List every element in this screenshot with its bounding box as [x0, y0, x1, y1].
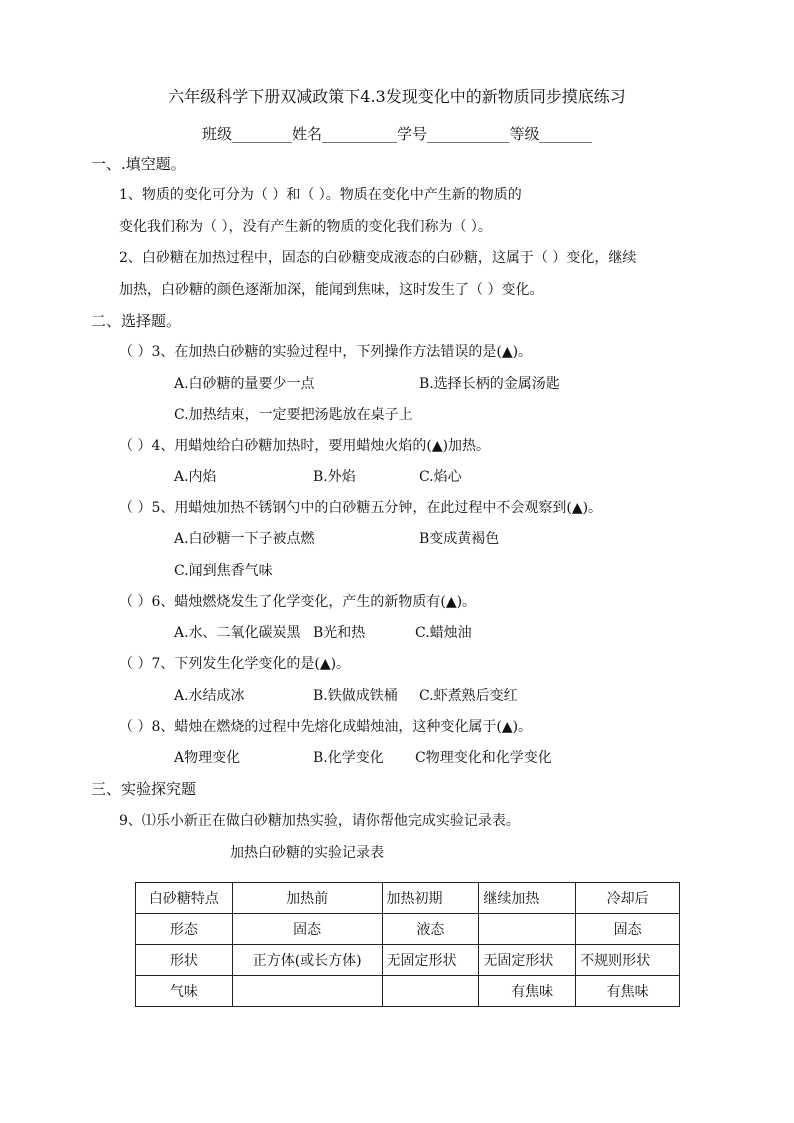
question-3-option-c: C.加热结束，一定要把汤匙放在桌子上 [174, 407, 413, 423]
question-3-option-a: A.白砂糖的量要少一点 [174, 376, 315, 392]
question-8: （ ）8、蜡烛在燃烧的过程中先熔化成蜡烛油，这种变化属于(▲)。 [119, 719, 533, 735]
question-3-option-b: B.选择长柄的金属汤匙 [419, 376, 560, 392]
question-8-option-c: C物理变化和化学变化 [415, 750, 552, 766]
table-cell [232, 976, 382, 1007]
question-5-option-a: A.白砂糖一下子被点燃 [174, 531, 315, 547]
question-3: （ ）3、在加热白砂糖的实验过程中，下列操作方法错误的是(▲)。 [119, 344, 533, 360]
table-header-row [136, 883, 680, 914]
table-cell: 有焦味 [576, 976, 680, 1007]
table-caption: 加热白砂糖的实验记录表 [230, 845, 384, 861]
question-5-option-b: B变成黄褐色 [419, 531, 500, 547]
table-cell [479, 914, 576, 945]
table-cell: 液态 [382, 914, 479, 945]
question-6-option-c: C.蜡烛油 [415, 625, 472, 641]
question-8-option-b: B.化学变化 [313, 750, 384, 766]
table-cell: 形态 [136, 914, 233, 945]
question-4-option-a: A.内焰 [174, 469, 217, 485]
question-6: （ ）6、蜡烛燃烧发生了化学变化，产生的新物质有(▲)。 [119, 594, 477, 610]
table-header-cell: 继续加热 [479, 883, 576, 914]
student-info-line: 班级________姓名__________学号___________等级_______ [201, 125, 592, 143]
question-7: （ ）7、下列发生化学变化的是(▲)。 [119, 656, 351, 672]
page-title: 六年级科学下册双减政策下4.3发现变化中的新物质同步摸底练习 [168, 87, 626, 106]
question-5-option-c: C.闻到焦香气味 [174, 563, 273, 579]
question-5: （ ）5、用蜡烛加热不锈钢勺中的白砂糖五分钟，在此过程中不会观察到(▲)。 [119, 500, 603, 516]
question-8-option-a: A物理变化 [174, 750, 241, 766]
table-cell: 形状 [136, 945, 233, 976]
table-header-cell: 加热前 [232, 883, 382, 914]
table-cell: 无固定形状 [479, 945, 576, 976]
table-cell: 固态 [232, 914, 382, 945]
table-header-cell: 加热初期 [382, 883, 479, 914]
question-9: 9、⑴乐小新正在做白砂糖加热实验，请你帮他完成实验记录表。 [119, 813, 520, 829]
question-4-option-c: C.焰心 [419, 469, 462, 485]
table-header-cell: 白砂糖特点 [136, 883, 233, 914]
table-row [136, 976, 680, 1007]
question-6-option-a: A.水、二氧化碳炭黑 [174, 625, 301, 641]
question-6-option-b: B光和热 [313, 625, 366, 641]
table-cell: 正方体(或长方体) [232, 945, 382, 976]
question-2-line-2: 加热，白砂糖的颜色逐渐加深，能闻到焦味，这时发生了（ ）变化。 [119, 282, 544, 298]
question-7-option-b: B.铁做成铁桶 [313, 688, 398, 704]
table-row [136, 945, 680, 976]
question-1-line-2: 变化我们称为（ ），没有产生新的物质的变化我们称为（ ）。 [119, 219, 492, 235]
table-cell: 有焦味 [479, 976, 576, 1007]
table-cell: 无固定形状 [382, 945, 479, 976]
section-heading-experiment: 三、实验探究题 [91, 780, 197, 798]
question-4: （ ）4、用蜡烛给白砂糖加热时，要用蜡烛火焰的(▲)加热。 [119, 438, 491, 454]
table-cell: 气味 [136, 976, 233, 1007]
question-1-line-1: 1、物质的变化可分为（ ）和（ ）。物质在变化中产生新的物质的 [119, 187, 522, 203]
table-cell [382, 976, 479, 1007]
table-row [136, 914, 680, 945]
question-7-option-c: C.虾煮熟后变红 [419, 688, 518, 704]
question-4-option-b: B.外焰 [313, 469, 356, 485]
question-7-option-a: A.水结成冰 [174, 688, 245, 704]
table-cell: 固态 [576, 914, 680, 945]
section-heading-choice: 二、选择题。 [91, 312, 182, 330]
section-heading-fill-blank: 一、.填空题。 [91, 155, 186, 173]
table-cell: 不规则形状 [576, 945, 680, 976]
table-header-cell: 冷却后 [576, 883, 680, 914]
experiment-record-table [135, 882, 680, 1007]
question-2-line-1: 2、白砂糖在加热过程中，固态的白砂糖变成液态的白砂糖，这属于（ ）变化，继续 [119, 250, 637, 266]
